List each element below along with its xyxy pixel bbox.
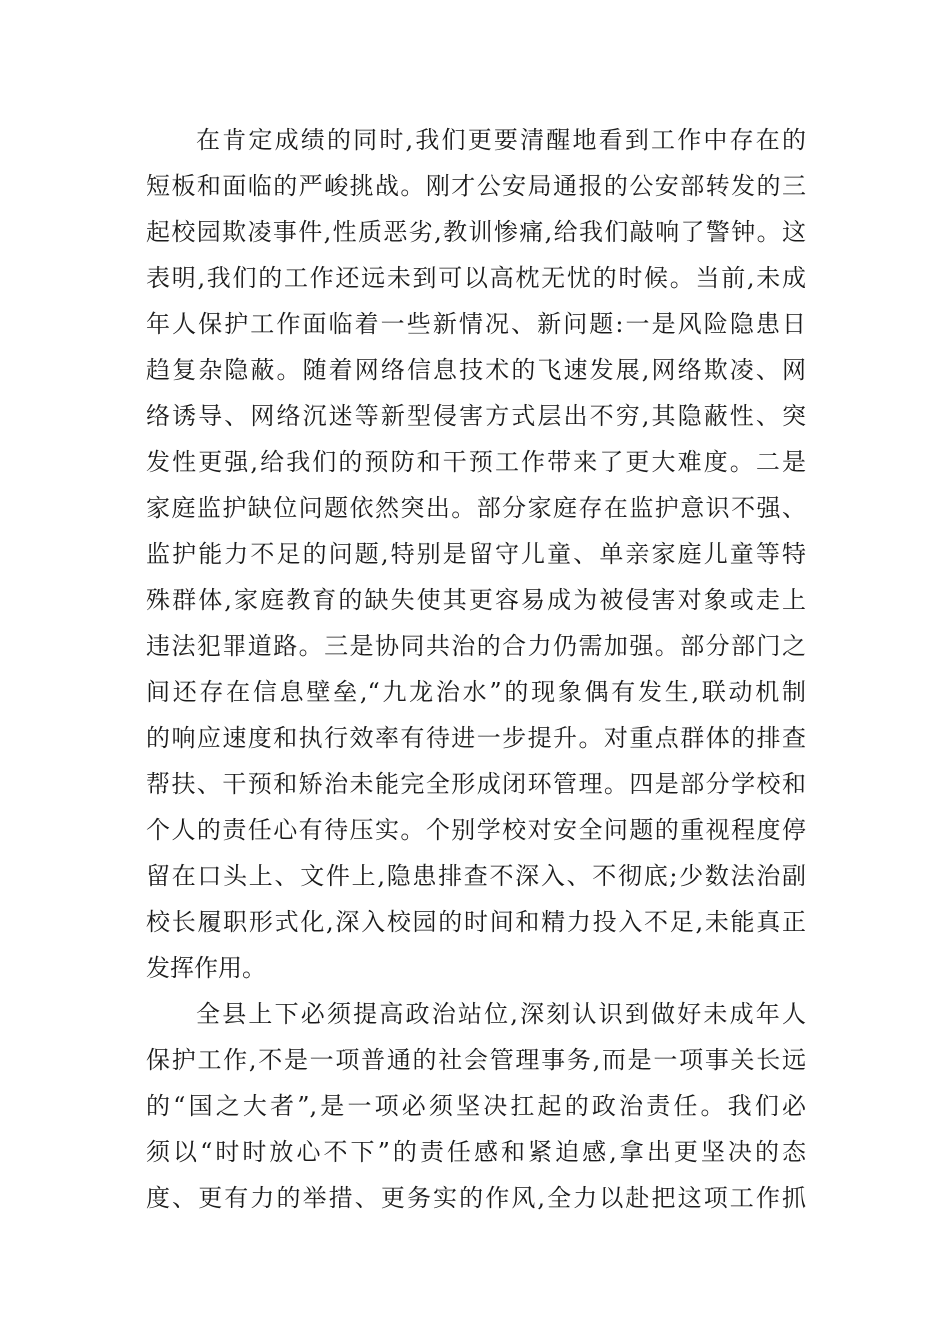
text-line: 须以“时时放心不下”的责任感和紧迫感,拿出更坚决的态 <box>146 1138 806 1166</box>
text-line: 殊群体,家庭教育的缺失使其更容易成为被侵害对象或走上 <box>146 586 806 614</box>
text-line: 发性更强,给我们的预防和干预工作带来了更大难度。二是 <box>146 448 806 476</box>
text-line: 年人保护工作面临着一些新情况、新问题:一是风险隐患日 <box>146 310 806 338</box>
text-line: 度、更有力的举措、更务实的作风,全力以赴把这项工作抓 <box>146 1184 806 1212</box>
text-line: 络诱导、网络沉迷等新型侵害方式层出不穷,其隐蔽性、突 <box>146 402 806 430</box>
text-line: 间还存在信息壁垒,“九龙治水”的现象偶有发生,联动机制 <box>146 678 806 706</box>
text-line: 发挥作用。 <box>146 954 266 982</box>
text-line: 违法犯罪道路。三是协同共治的合力仍需加强。部分部门之 <box>146 632 806 660</box>
text-line: 在肯定成绩的同时,我们更要清醒地看到工作中存在的 <box>196 126 806 154</box>
text-line: 监护能力不足的问题,特别是留守儿童、单亲家庭儿童等特 <box>146 540 806 568</box>
text-line: 短板和面临的严峻挑战。刚才公安局通报的公安部转发的三 <box>146 172 806 200</box>
text-line: 校长履职形式化,深入校园的时间和精力投入不足,未能真正 <box>146 908 806 936</box>
text-line: 个人的责任心有待压实。个别学校对安全问题的重视程度停 <box>146 816 806 844</box>
text-line: 的“国之大者”,是一项必须坚决扛起的政治责任。我们必 <box>146 1092 806 1120</box>
text-line: 全县上下必须提高政治站位,深刻认识到做好未成年人 <box>196 1000 806 1028</box>
text-line: 帮扶、干预和矫治未能完全形成闭环管理。四是部分学校和 <box>146 770 806 798</box>
text-line: 保护工作,不是一项普通的社会管理事务,而是一项事关长远 <box>146 1046 806 1074</box>
text-line: 趋复杂隐蔽。随着网络信息技术的飞速发展,网络欺凌、网 <box>146 356 806 384</box>
text-line: 留在口头上、文件上,隐患排查不深入、不彻底;少数法治副 <box>146 862 806 890</box>
text-line: 表明,我们的工作还远未到可以高枕无忧的时候。当前,未成 <box>146 264 806 292</box>
text-line: 的响应速度和执行效率有待进一步提升。对重点群体的排查 <box>146 724 806 752</box>
text-line: 家庭监护缺位问题依然突出。部分家庭存在监护意识不强、 <box>146 494 806 522</box>
text-line: 起校园欺凌事件,性质恶劣,教训惨痛,给我们敲响了警钟。这 <box>146 218 806 246</box>
